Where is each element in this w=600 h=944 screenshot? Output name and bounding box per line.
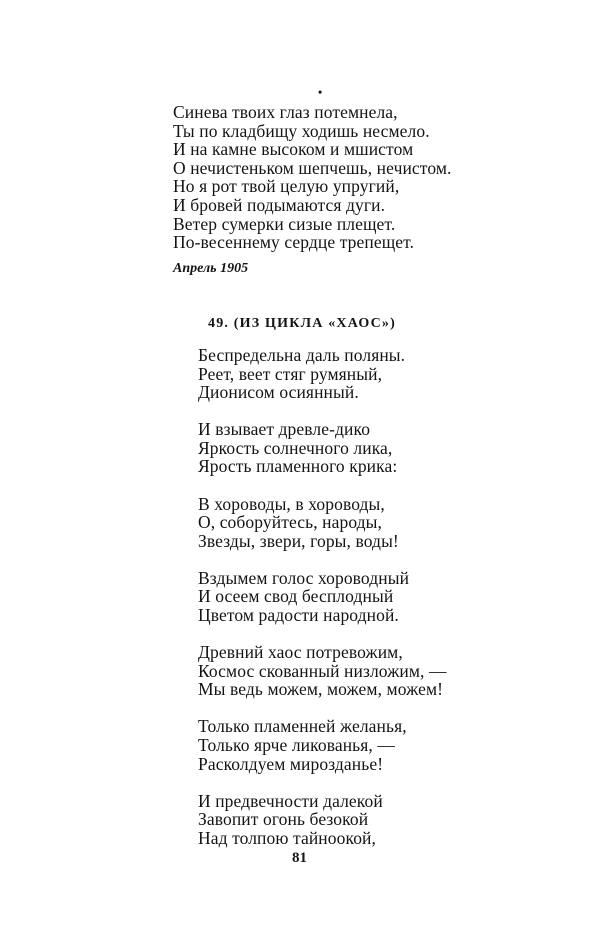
poem-line: Беспредельна даль поляны. xyxy=(198,345,406,365)
stanza xyxy=(198,495,447,551)
poem-line: Звезды, звери, горы, воды! xyxy=(198,530,399,551)
poem-line: Но я рот твой целую упругий, xyxy=(173,176,400,197)
poem-2-body xyxy=(198,346,447,866)
poem-title: 49. (ИЗ ЦИКЛА «ХАОС») xyxy=(208,316,396,331)
poem-1-stanza xyxy=(173,103,451,252)
poem-date: Апрель 1905 xyxy=(173,261,249,276)
poem-line: Только ярче ликованья, — xyxy=(198,735,395,755)
poem-line: И бровей подымаются дуги. xyxy=(173,194,386,215)
stanza xyxy=(198,792,447,848)
poem-line: Космос скованный низложим, — xyxy=(198,660,447,681)
poem-line: В хороводы, в хороводы, xyxy=(198,493,385,514)
poem-line: По-весеннему сердце трепещет. xyxy=(173,232,415,253)
poem-line: И осеем свод бесплодный xyxy=(198,586,394,607)
poem-line: Ярость пламенного крика: xyxy=(198,456,398,477)
poem-line: Только пламенней желанья, xyxy=(198,716,407,737)
stanza xyxy=(198,420,447,476)
poem-line: Реет, веет стяг румяный, xyxy=(198,363,383,384)
poem-line: Древний хаос потревожим, xyxy=(198,642,403,663)
stanza xyxy=(198,643,447,699)
poem-line: Дионисом осиянный. xyxy=(198,382,359,403)
poem-line: Синева твоих глаз потемнела, xyxy=(173,102,398,122)
poem-line: Ты по кладбищу ходишь несмело. xyxy=(173,120,430,141)
poem-line: Мы ведь можем, можем, можем! xyxy=(198,679,444,700)
poem-line: Над толпою тайноокой, xyxy=(198,827,376,848)
poem-line: И на камне высоком и мшистом xyxy=(173,139,414,160)
poem-line: И взывает древле-дико xyxy=(198,419,371,440)
stanza xyxy=(198,717,447,773)
page-number: 81 xyxy=(292,850,307,866)
poem-line: Цветом радости народной. xyxy=(198,605,399,626)
poem-line: Яркость солнечного лика, xyxy=(198,437,393,458)
poem-line: Завопит огонь безокой xyxy=(198,809,369,830)
poem-line: Вздымем голос хороводный xyxy=(198,567,410,588)
poem-line: Ветер сумерки сизые плещет. xyxy=(173,213,396,234)
stanza xyxy=(198,346,447,402)
poem-line: Расколдуем мирозданье! xyxy=(198,753,384,774)
poem-line: О, соборуйтесь, народы, xyxy=(198,512,383,533)
poem-line: О нечистеньком шепчешь, нечистом. xyxy=(173,157,452,178)
section-separator: • xyxy=(318,85,323,99)
stanza xyxy=(198,569,447,625)
poem-line: И предвечности далекой xyxy=(198,790,383,811)
